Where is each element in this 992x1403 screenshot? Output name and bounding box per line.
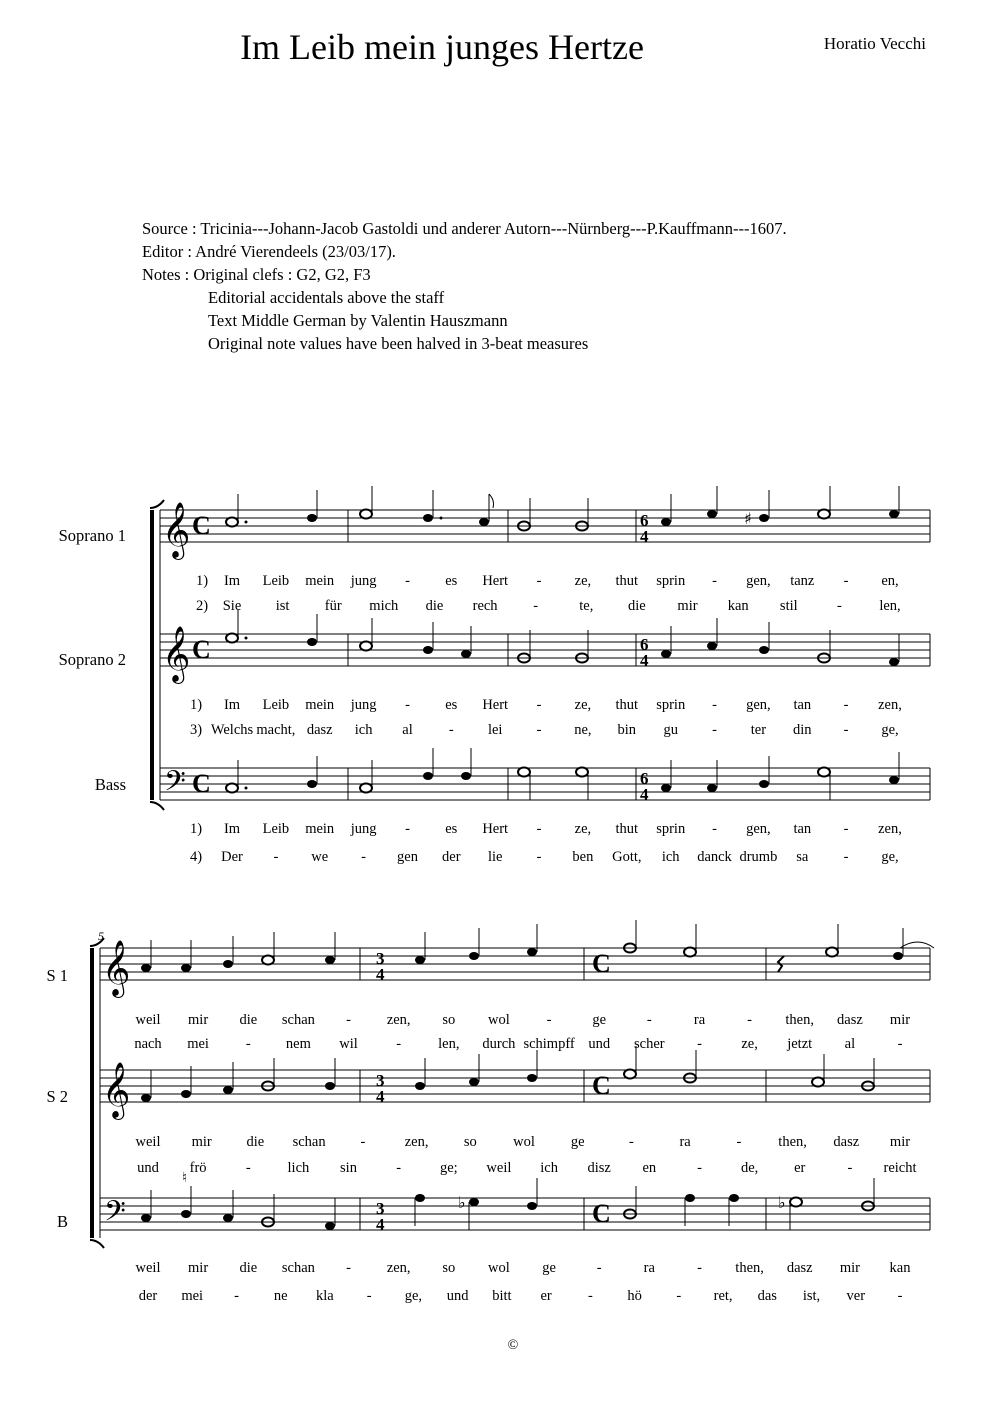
lyric-syllable: en: [642, 1160, 657, 1176]
verse-number: 4): [190, 849, 203, 865]
verse-number: 1): [190, 821, 203, 837]
lyric-syllable: ra: [643, 1260, 655, 1276]
lyric-syllable: de,: [740, 1160, 759, 1176]
composer: Horatio Vecchi: [823, 34, 926, 53]
lyric-syllable: disz: [587, 1160, 611, 1176]
lyric-syllable: -: [405, 697, 410, 713]
lyric-syllable: weil: [135, 1260, 161, 1276]
verse-number: 3): [190, 722, 203, 738]
lyric-syllable: zen,: [386, 1260, 411, 1276]
lyric-syllable: -: [405, 821, 410, 837]
lyric-syllable: die: [628, 598, 646, 614]
lyric-syllable: -: [396, 1036, 402, 1052]
lyric-syllable: -: [596, 1260, 602, 1276]
lyric-syllable: -: [843, 849, 849, 865]
lyric-syllable: -: [346, 1260, 351, 1276]
staff-s1: [100, 920, 934, 998]
lyric-syllable: ich: [540, 1160, 558, 1176]
flat-icon: ♭: [458, 1193, 466, 1212]
common-time: C: [592, 1199, 611, 1228]
common-time: C: [592, 1071, 611, 1100]
lyric-syllable: macht,: [256, 722, 296, 738]
lyric-syllable: mir: [677, 598, 698, 614]
lyric-syllable: weil: [135, 1134, 161, 1150]
common-time: C: [592, 949, 611, 978]
lyric-lines-2: [134, 1012, 916, 1304]
lyric-syllable: reicht: [883, 1160, 917, 1176]
lyric-syllable: kan: [889, 1260, 911, 1276]
source-line: Source : Tricinia---Johann-Jacob Gastoldi und anderer Autorn---Nürnberg---P.Kauffmann---1607.: [142, 219, 787, 238]
lyric-syllable: -: [736, 1134, 742, 1150]
lyric-syllable: -: [847, 1160, 853, 1176]
lyric-syllable: hö: [627, 1288, 642, 1304]
lyric-syllable: -: [536, 821, 542, 837]
lyric-syllable: so: [463, 1134, 477, 1150]
time-sig-bottom: 4: [376, 1087, 385, 1106]
lyric-syllable: -: [536, 573, 542, 589]
bass-clef-icon: 𝄢: [164, 765, 186, 805]
lyric-syllable: schan: [281, 1260, 315, 1276]
lyric-syllable: -: [587, 1288, 593, 1304]
lyric-syllable: es: [445, 821, 458, 837]
lyric-syllable: ze,: [574, 697, 592, 713]
lyric-syllable: -: [646, 1012, 652, 1028]
time-sig-bottom: 4: [640, 785, 649, 804]
lyric-syllable: und: [446, 1288, 469, 1304]
treble-clef-icon: 𝄞: [102, 1062, 131, 1118]
lyric-syllable: mein: [305, 697, 335, 713]
lyric-syllable: so: [442, 1012, 456, 1028]
lyric-syllable: kan: [727, 598, 749, 614]
lyric-syllable: dasz: [837, 1012, 863, 1028]
lyric-syllable: lei: [487, 722, 503, 738]
lyric-syllable: -: [366, 1288, 372, 1304]
lyric-syllable: thut: [615, 821, 639, 837]
lyric-syllable: -: [697, 1160, 702, 1176]
lyric-syllable: -: [897, 1288, 903, 1304]
lyric-syllable: then,: [735, 1260, 764, 1276]
lyric-syllable: nem: [285, 1036, 311, 1052]
time-sig-bottom: 4: [640, 527, 649, 546]
part-label-soprano-2: Soprano 2: [58, 650, 126, 669]
time-sig-top: 6: [640, 635, 649, 654]
lyric-syllable: gu: [663, 722, 678, 738]
lyric-syllable: drumb: [739, 849, 778, 865]
lyric-syllable: al: [402, 722, 413, 738]
lyric-syllable: mei: [181, 1288, 204, 1304]
lyric-syllable: sin: [340, 1160, 357, 1176]
lyric-syllable: ge,: [881, 849, 899, 865]
lyric-syllable: ver: [846, 1288, 866, 1304]
lyric-syllable: Im: [223, 573, 241, 589]
lyric-syllable: len,: [438, 1036, 460, 1052]
staff-soprano-1: [160, 486, 930, 560]
bass-clef-icon: 𝄢: [104, 1195, 126, 1235]
lyric-syllable: wol: [488, 1260, 510, 1276]
lyric-syllable: ich: [354, 722, 373, 738]
lyric-syllable: die: [246, 1134, 265, 1150]
lyric-syllable: ist,: [802, 1288, 821, 1304]
lyric-syllable: die: [239, 1012, 258, 1028]
lyric-syllable: -: [533, 598, 539, 614]
lyric-syllable: ge;: [439, 1160, 458, 1176]
lyric-syllable: -: [361, 849, 367, 865]
lyric-syllable: so: [442, 1260, 456, 1276]
lyric-syllable: din: [793, 722, 812, 738]
lyric-syllable: mir: [191, 1134, 212, 1150]
lyric-syllable: ge: [542, 1260, 556, 1276]
lyric-syllable: wil: [339, 1036, 358, 1052]
lyric-syllable: gen,: [746, 697, 771, 713]
lyric-syllable: gen,: [746, 573, 771, 589]
lyric-syllable: zen,: [386, 1012, 411, 1028]
lyric-syllable: zen,: [878, 821, 902, 837]
lyric-syllable: ne,: [574, 722, 592, 738]
lyric-syllable: Leib: [262, 573, 290, 589]
lyric-syllable: ne: [273, 1288, 288, 1304]
lyric-syllable: ist: [275, 598, 290, 614]
treble-clef-icon: 𝄞: [102, 940, 131, 996]
lyric-syllable: -: [712, 697, 717, 713]
lyric-syllable: jetzt: [787, 1036, 813, 1052]
lyric-syllable: lie: [487, 849, 503, 865]
lyric-syllable: thut: [615, 573, 639, 589]
lyric-syllable: mein: [305, 573, 335, 589]
lyric-syllable: Hert: [482, 697, 509, 713]
lyric-syllable: -: [843, 697, 849, 713]
lyric-syllable: -: [897, 1036, 903, 1052]
copyright: ©: [507, 1338, 519, 1353]
lyric-syllable: -: [676, 1288, 682, 1304]
staff-bass: [160, 748, 930, 805]
lyric-syllable: für: [324, 598, 342, 614]
notes-line: Notes : Original clefs : G2, G2, F3: [142, 265, 371, 284]
lyric-syllable: jung: [350, 573, 377, 589]
lyric-syllable: then,: [778, 1134, 807, 1150]
part-label-bass: Bass: [94, 775, 126, 794]
lyric-syllable: danck: [697, 849, 732, 865]
lyric-syllable: Im: [223, 697, 241, 713]
notes-line-4: Original note values have been halved in 3-beat measures: [208, 334, 589, 353]
system-1-lyrics: [190, 573, 208, 865]
lyric-syllable: scher: [634, 1036, 665, 1052]
lyric-syllable: Der: [221, 849, 243, 865]
lyric-syllable: bin: [617, 722, 637, 738]
lyric-syllable: len,: [879, 598, 901, 614]
notes-line-3: Text Middle German by Valentin Hauszmann: [208, 311, 508, 330]
lyric-syllable: der: [138, 1288, 158, 1304]
part-label-soprano-1: Soprano 1: [58, 526, 126, 545]
lyric-syllable: -: [546, 1012, 552, 1028]
natural-icon: ♮: [182, 1170, 188, 1186]
staff-b: [100, 1170, 930, 1235]
time-sig-bottom: 4: [376, 1215, 385, 1234]
verse-number: 1): [190, 697, 203, 713]
lyric-syllable: die: [425, 598, 444, 614]
lyric-syllable: es: [445, 697, 458, 713]
lyric-syllable: -: [405, 573, 410, 589]
lyric-syllable: bitt: [492, 1288, 512, 1304]
lyric-syllable: mein: [305, 821, 335, 837]
lyric-syllable: durch: [482, 1036, 516, 1052]
lyric-syllable: -: [536, 697, 542, 713]
lyric-syllable: weil: [135, 1012, 161, 1028]
verse-number: 1): [196, 573, 209, 589]
common-time: C: [192, 511, 211, 540]
lyric-syllable: -: [697, 1036, 702, 1052]
lyric-syllable: -: [536, 722, 542, 738]
lyric-syllable: -: [245, 1160, 251, 1176]
lyric-syllable: -: [273, 849, 279, 865]
lyric-syllable: sprin: [656, 821, 686, 837]
lyric-syllable: en,: [881, 573, 899, 589]
lyric-syllable: ge,: [881, 722, 899, 738]
lyric-syllable: und: [588, 1036, 611, 1052]
lyric-syllable: thut: [615, 697, 639, 713]
lyric-syllable: -: [836, 598, 842, 614]
lyric-syllable: mir: [839, 1260, 860, 1276]
lyric-syllable: ben: [572, 849, 594, 865]
lyric-syllable: -: [843, 821, 849, 837]
time-sig-top: 6: [640, 769, 649, 788]
lyric-syllable: -: [712, 821, 717, 837]
measure-number: 5: [98, 929, 104, 943]
lyric-syllable: -: [712, 573, 717, 589]
lyric-syllable: mich: [369, 598, 399, 614]
lyric-syllable: wol: [513, 1134, 535, 1150]
lyric-syllable: ze,: [574, 821, 592, 837]
lyric-syllable: -: [234, 1288, 239, 1304]
lyric-syllable: schan: [281, 1012, 315, 1028]
lyric-syllable: -: [360, 1134, 366, 1150]
lyric-syllable: ra: [679, 1134, 691, 1150]
lyric-syllable: mei: [187, 1036, 209, 1052]
lyric-syllable: -: [628, 1134, 634, 1150]
lyric-syllable: zen,: [878, 697, 902, 713]
lyric-syllable: tanz: [790, 573, 815, 589]
flat-icon: ♭: [778, 1193, 786, 1212]
lyric-syllable: zen,: [404, 1134, 429, 1150]
verse-number: 2): [196, 598, 209, 614]
lyric-syllable: Welchs: [210, 722, 254, 738]
lyric-lines-1: [211, 573, 902, 865]
lyric-syllable: mir: [188, 1260, 209, 1276]
lyric-syllable: das: [757, 1288, 777, 1304]
lyric-syllable: jung: [350, 697, 377, 713]
lyric-syllable: -: [712, 722, 717, 738]
part-label-s2: S 2: [46, 1087, 68, 1106]
time-sig-top: 3: [376, 949, 385, 968]
lyric-syllable: weil: [486, 1160, 512, 1176]
lyric-syllable: die: [239, 1260, 258, 1276]
common-time: C: [192, 635, 211, 664]
lyric-syllable: tan: [793, 821, 812, 837]
lyric-syllable: sa: [796, 849, 809, 865]
time-sig-bottom: 4: [376, 965, 385, 984]
lyric-syllable: -: [245, 1036, 251, 1052]
lyric-syllable: Gott,: [612, 849, 642, 865]
lyric-syllable: ter: [750, 722, 767, 738]
common-time: C: [192, 769, 211, 798]
lyric-syllable: dasz: [833, 1134, 860, 1150]
lyric-syllable: gen,: [746, 821, 771, 837]
lyric-syllable: we: [311, 849, 329, 865]
treble-clef-icon: 𝄞: [162, 626, 191, 682]
lyric-syllable: -: [346, 1012, 351, 1028]
lyric-syllable: und: [137, 1160, 159, 1176]
lyric-syllable: er: [540, 1288, 552, 1304]
lyric-syllable: -: [536, 849, 542, 865]
lyric-syllable: tan: [793, 697, 812, 713]
lyric-syllable: Hert: [482, 821, 509, 837]
lyric-syllable: schimpff: [523, 1036, 575, 1052]
lyric-syllable: mir: [889, 1012, 911, 1028]
lyric-syllable: der: [442, 849, 461, 865]
lyric-syllable: er: [794, 1160, 806, 1176]
lyric-syllable: Leib: [262, 821, 290, 837]
sharp-icon: ♯: [744, 509, 752, 528]
lyric-syllable: ge,: [404, 1288, 423, 1304]
lyric-syllable: kla: [316, 1288, 334, 1304]
lyric-syllable: ra: [693, 1012, 706, 1028]
lyric-syllable: rech: [472, 598, 498, 614]
lyric-syllable: jung: [350, 821, 377, 837]
lyric-syllable: ge: [570, 1134, 585, 1150]
lyric-syllable: dasz: [786, 1260, 813, 1276]
lyric-syllable: ze,: [574, 573, 592, 589]
lyric-syllable: te,: [579, 598, 594, 614]
lyric-syllable: dasz: [306, 722, 333, 738]
lyric-syllable: stil: [779, 598, 798, 614]
lyric-syllable: then,: [785, 1012, 814, 1028]
treble-clef-icon: 𝄞: [162, 502, 191, 558]
lyric-syllable: -: [697, 1260, 702, 1276]
lyric-syllable: ge: [592, 1012, 607, 1028]
lyric-syllable: ret,: [713, 1288, 733, 1304]
lyric-syllable: lich: [287, 1160, 310, 1176]
time-sig-top: 3: [376, 1071, 385, 1090]
notes-line-2: Editorial accidentals above the staff: [208, 288, 445, 307]
lyric-syllable: Im: [223, 821, 241, 837]
lyric-syllable: -: [396, 1160, 402, 1176]
lyric-syllable: nach: [134, 1036, 162, 1052]
lyric-syllable: sprin: [656, 573, 686, 589]
editor-line: Editor : André Vierendeels (23/03/17).: [142, 242, 396, 261]
lyric-syllable: mir: [188, 1012, 209, 1028]
lyric-syllable: ich: [661, 849, 680, 865]
lyric-syllable: al: [844, 1036, 856, 1052]
lyric-syllable: -: [448, 722, 454, 738]
lyric-syllable: Hert: [482, 573, 509, 589]
lyric-syllable: -: [747, 1012, 753, 1028]
time-sig-bottom: 4: [640, 651, 649, 670]
lyric-syllable: mir: [889, 1134, 911, 1150]
lyric-syllable: ze,: [741, 1036, 758, 1052]
staff-soprano-2: [160, 610, 930, 684]
lyric-syllable: -: [843, 722, 849, 738]
lyric-syllable: schan: [292, 1134, 326, 1150]
time-sig-top: 3: [376, 1199, 385, 1218]
part-label-b: B: [56, 1212, 68, 1231]
lyric-syllable: frö: [189, 1160, 207, 1176]
staff-s2: [100, 1046, 930, 1120]
time-sig-top: 6: [640, 511, 649, 530]
lyric-syllable: gen: [397, 849, 418, 865]
lyric-syllable: sprin: [656, 697, 686, 713]
lyric-syllable: Leib: [262, 697, 290, 713]
page-title: Im Leib mein junges Hertze: [240, 27, 644, 67]
lyric-syllable: Sie: [222, 598, 242, 614]
lyric-syllable: -: [843, 573, 849, 589]
part-label-s1: S 1: [46, 966, 68, 985]
lyric-syllable: wol: [488, 1012, 510, 1028]
lyric-syllable: es: [445, 573, 458, 589]
